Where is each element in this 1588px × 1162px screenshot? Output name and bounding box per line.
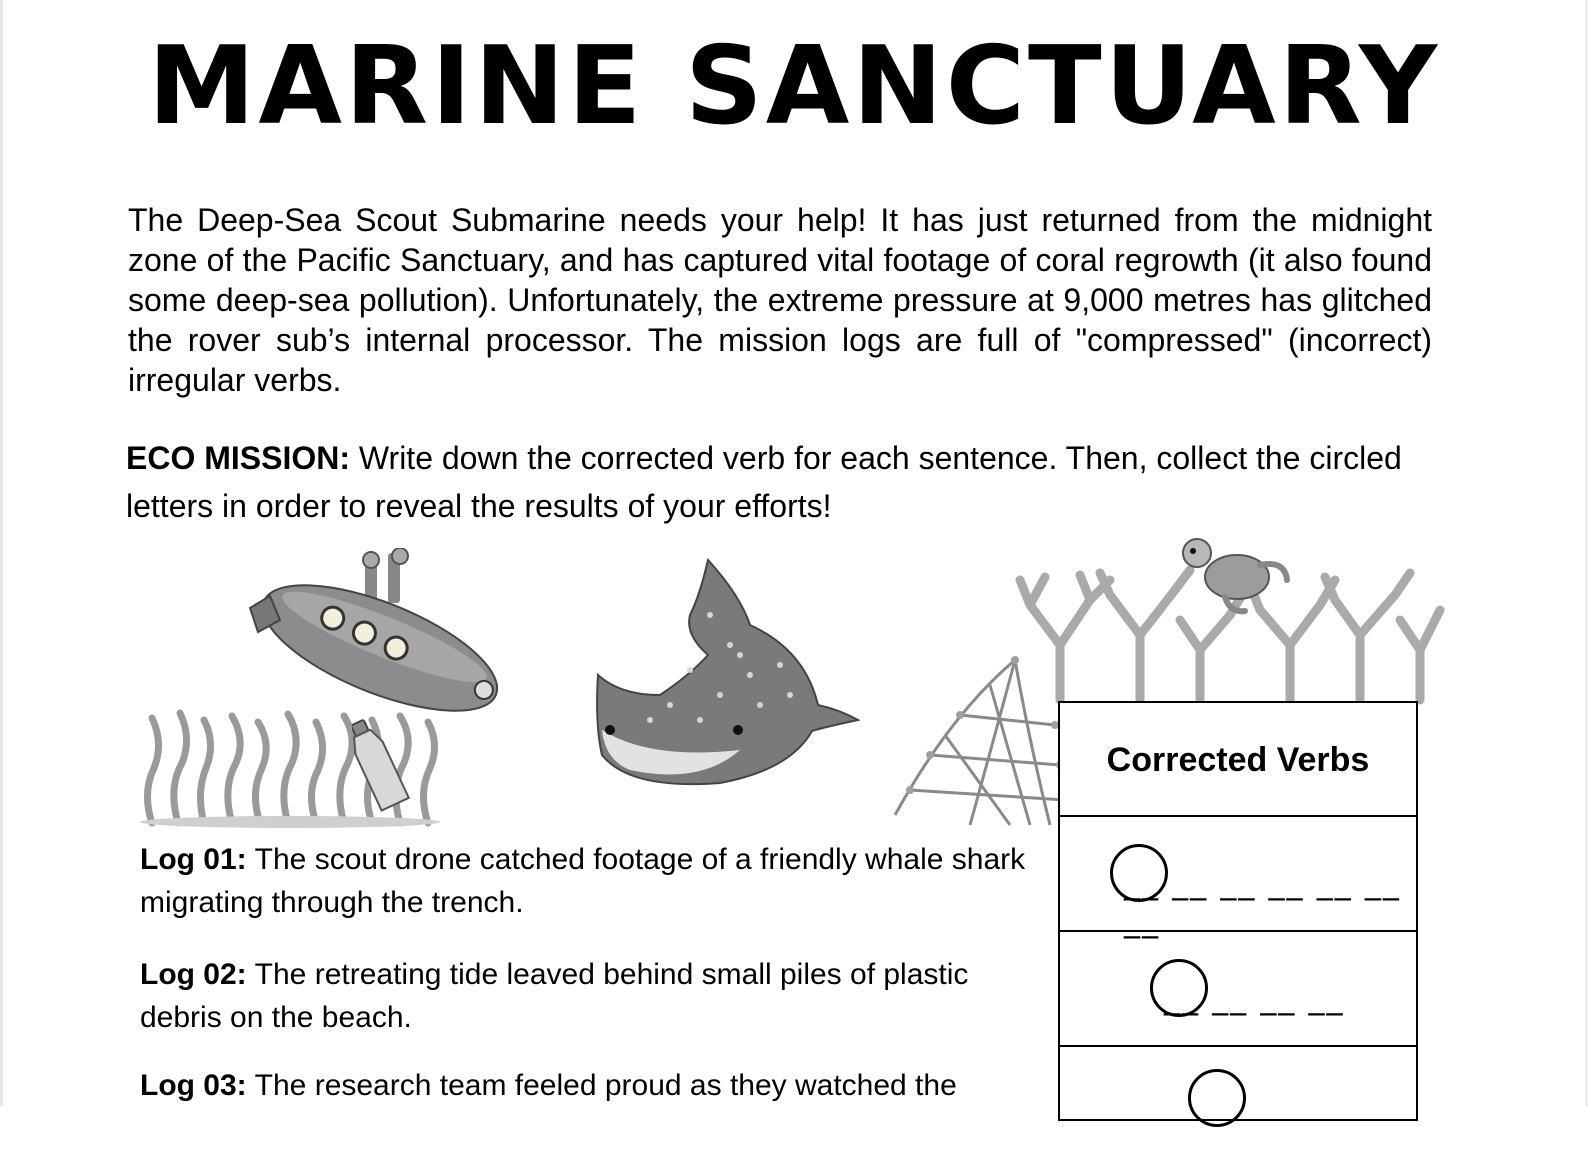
intro-paragraph: The Deep-Sea Scout Submarine needs your help! It has just returned from the midnight zone of the Pacific Sanctuary, and has captured vital footage of coral regrowth (it also found some deep-sea pollution). Unfortunately, the extreme pressure at 9,000 metres has glitched the rover sub’s internal processor. The mission logs are full of "compressed" (incorrect) irregular verbs. xyxy=(128,202,1432,398)
mission-text: Write down the corrected verb for each sentence. Then, collect the circled letters in order to reveal the results of your efforts! xyxy=(126,440,1402,524)
whale-shark-icon xyxy=(590,555,860,790)
log-entry-01 xyxy=(140,838,1040,924)
log-label: Log 01: xyxy=(140,843,247,876)
submarine-icon xyxy=(230,548,510,718)
fishing-net-icon xyxy=(890,655,1070,830)
answer-row-1[interactable] xyxy=(1060,817,1416,939)
bottle-icon xyxy=(352,714,412,814)
answer-blanks: __ __ __ __ xyxy=(1164,978,1345,1016)
answer-row-2[interactable] xyxy=(1060,932,1416,1047)
corrected-verbs-table xyxy=(1058,701,1418,1121)
log-text: The scout drone catched footage of a friendly whale shark migrating through the trench. xyxy=(140,843,1026,919)
letter-circle xyxy=(1188,1069,1246,1127)
log-entry-03 xyxy=(140,1064,1040,1107)
log-label: Log 02: xyxy=(140,958,247,991)
answer-blanks: __ __ __ __ __ __ __ xyxy=(1124,863,1401,939)
mission-label: ECO MISSION: xyxy=(126,440,351,476)
page-edge-left xyxy=(0,0,3,1106)
log-entry-02 xyxy=(140,953,1040,1039)
turtle-icon xyxy=(1175,535,1290,615)
answer-row-3[interactable] xyxy=(1060,1047,1416,1162)
log-label: Log 03: xyxy=(140,1069,247,1102)
page-title: MARINE SANCTUARY xyxy=(147,24,1441,149)
log-text: The retreating tide leaved behind small piles of plastic debris on the beach. xyxy=(140,958,969,1034)
table-header: Corrected Verbs xyxy=(1060,703,1416,817)
log-text: The research team feeled proud as they watched the xyxy=(254,1069,957,1102)
eco-mission-instructions xyxy=(126,434,1436,530)
